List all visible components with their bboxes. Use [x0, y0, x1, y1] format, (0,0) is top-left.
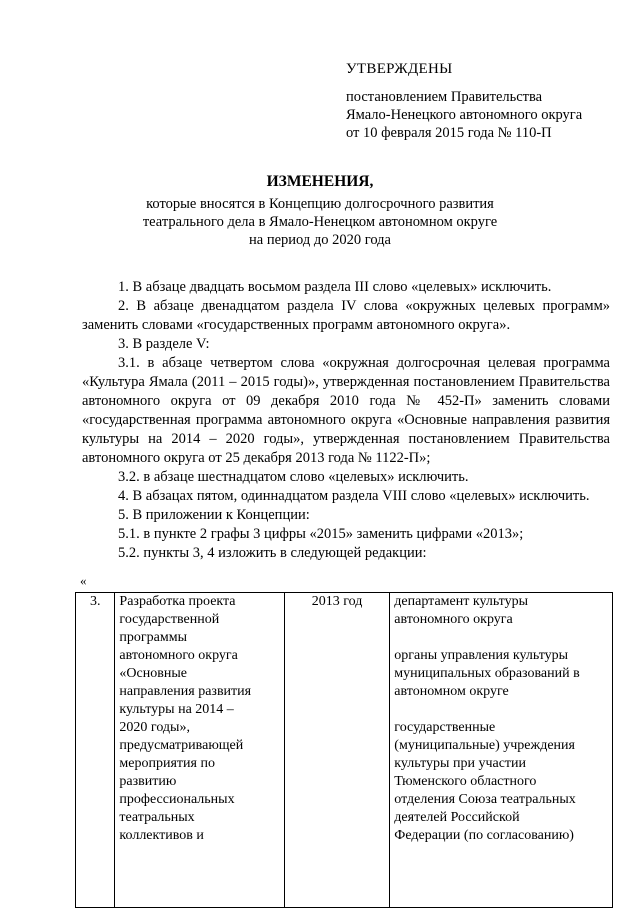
- document-body: [82, 278, 610, 563]
- approval-heading: УТВЕРЖДЕНЫ: [346, 61, 453, 77]
- subtitle-line: на период до 2020 года: [249, 232, 391, 248]
- document-subtitle: [120, 195, 520, 249]
- executor-line: отделения Союза театральных: [394, 792, 576, 807]
- measure-name-line: автономного округа: [119, 648, 238, 663]
- spacer: [394, 701, 608, 719]
- paragraph: 5.1. в пункте 2 графы 3 цифры «2015» заменить цифрами «2013»;: [118, 526, 524, 542]
- opening-quote-mark: «: [80, 573, 87, 588]
- subtitle-line: театрального дела в Ямало-Ненецком автономном округе: [142, 214, 498, 230]
- table-row: [76, 593, 613, 908]
- paragraph: 5. В приложении к Концепции:: [118, 507, 310, 523]
- paragraph: 3.1. в абзаце четвертом слова «окружная долгосрочная целевая программа «Культура Ямала (2011 – 2015 годы)», утвержденная постановлением Правительства автономного округа от 09 декабря 2010 года № 452-П» заменить словами «государственная программа автономного округа «Основные направления развития культуры на 2014 – 2020 годы», утвержденная постановлением Правительства автономного округа от 25 декабря 2013 года № 1122-П»;: [82, 355, 610, 466]
- executor-line: автономном округе: [394, 684, 509, 699]
- measure-name-line: театральных: [119, 810, 195, 825]
- paragraph: 3. В разделе V:: [118, 336, 210, 352]
- changes-table: [75, 592, 613, 908]
- paragraph: 2. В абзаце двенадцатом раздела IV слова «окружных целевых программ» заменить словами «государственных программ автономного округа».: [82, 298, 610, 333]
- executor-line: органы управления культуры: [394, 648, 569, 663]
- measure-name-line: профессиональных: [119, 792, 235, 807]
- executor-line: департамент культуры: [394, 594, 529, 609]
- measure-name-line: развитию: [119, 774, 177, 789]
- paragraph: 1. В абзаце двадцать восьмом раздела III слово «целевых» исключить.: [118, 279, 552, 295]
- measure-name-line: «Основные: [119, 666, 187, 681]
- executor-line: автономного округа: [394, 612, 513, 627]
- approval-line: от 10 февраля 2015 года № 110-П: [346, 125, 552, 141]
- executor-line: Тюменского областного: [394, 774, 537, 789]
- deadline-cell: 2013 год: [284, 593, 389, 908]
- measure-name-cell: [115, 593, 284, 908]
- subtitle-line: которые вносятся в Концепцию долгосрочного развития: [146, 196, 494, 212]
- executor-line: Федерации (по согласованию): [394, 828, 574, 843]
- measure-name-line: мероприятия по: [119, 756, 215, 771]
- measure-name-line: Разработка проекта: [119, 594, 236, 609]
- approval-line: Ямало-Ненецкого автономного округа: [346, 107, 583, 123]
- row-number: 3.: [76, 593, 115, 908]
- measure-name-line: коллективов и: [119, 828, 204, 843]
- executor-line: деятелей Российской: [394, 810, 520, 825]
- measure-name-line: культуры на 2014 –: [119, 702, 234, 717]
- executor-line: государственные: [394, 720, 496, 735]
- spacer: [394, 629, 608, 647]
- executor-line: муниципальных образований в: [394, 666, 580, 681]
- approval-line: постановлением Правительства: [346, 89, 543, 105]
- executor-line: культуры при участии: [394, 756, 527, 771]
- measure-name-line: государственной: [119, 612, 220, 627]
- approval-block: [346, 60, 616, 142]
- paragraph: 5.2. пункты 3, 4 изложить в следующей редакции:: [118, 545, 427, 561]
- document-title: ИЗМЕНЕНИЯ,: [266, 173, 374, 190]
- measure-name-line: программы: [119, 630, 187, 645]
- paragraph: 4. В абзацах пятом, одиннадцатом раздела VIII слово «целевых» исключить.: [118, 488, 590, 504]
- paragraph: 3.2. в абзаце шестнадцатом слово «целевых» исключить.: [118, 469, 469, 485]
- executors-cell: [390, 593, 613, 908]
- measure-name-line: 2020 годы»,: [119, 720, 190, 735]
- executor-line: (муниципальные) учреждения: [394, 738, 575, 753]
- measure-name-line: направления развития: [119, 684, 252, 699]
- measure-name-line: предусматривающей: [119, 738, 244, 753]
